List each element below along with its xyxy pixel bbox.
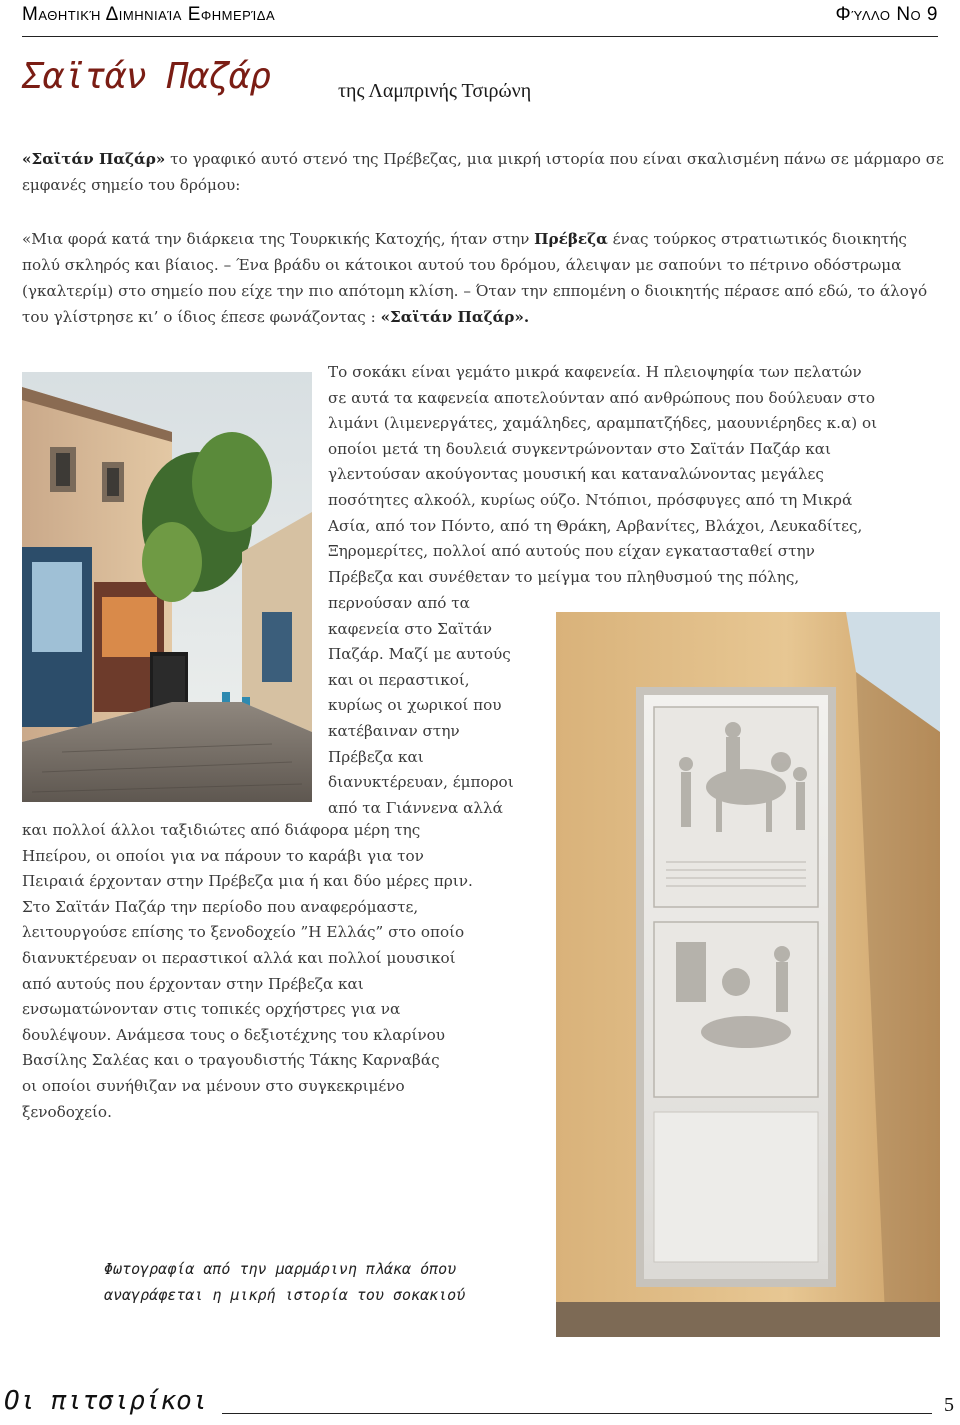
caption-line: αναγράφεται η μικρή ιστορία του σοκακιού — [104, 1286, 466, 1304]
body-line: Στο Σαϊτάν Παζάρ την περίοδο που αναφερόμαστε, — [22, 897, 419, 916]
body-line: γλεντούσαν ακούγοντας μουσική και καταναλώνοντας μεγάλες — [328, 465, 824, 484]
body-line: περνούσαν από τα — [328, 594, 470, 612]
story-paragraph — [22, 226, 947, 330]
footer-rule — [222, 1413, 932, 1414]
section-name: Οι πιτσιρίκοι — [4, 1386, 208, 1416]
story-text-1: «Μια φορά κατά την διάρκεια της Τουρκικής Κατοχής, ήταν στην — [22, 230, 535, 248]
body-line: Πρέβεζα και συνέθεταν το μείγμα του πληθυσμού της πόλης, — [328, 567, 800, 586]
body-line: διανυκτέρευαν οι περαστικοί αλλά και πολλοί μουσικοί — [22, 948, 456, 967]
body-line: Ξηρομερίτες, πολλοί από αυτούς που είχαν εγκατασταθεί στην — [328, 542, 815, 561]
body-line: λιμάνι (λιμενεργάτες, χαμάληδες, αραμπατζήδες, μαουνιέρηδες κ.α) οι — [328, 414, 878, 433]
page-number: 5 — [944, 1394, 954, 1416]
story-text-2: ένας τούρκος στρατιωτικός διοικητής πολύ σκληρός και βίαιος. – Ένα βράδυ οι κάτοικοι αυτού του δρόμου, άλειψαν με σαπούνι το πέτρινο οδόστρωμα (γκαλτερίμ) στο σημείο που είχε την πιο απότομη κλίση. – Όταν την εππομένη ο διοικητής πέρασε από εδώ, το άλογό του γλίστρησε κι’ ο ίδιος έπεσε φωνάζοντας : — [22, 230, 928, 326]
body-line: και οι περαστικοί, — [328, 670, 470, 689]
article-byline: της Λαμπρινής Τσιρώνη — [338, 80, 532, 102]
body-line: Το σοκάκι είναι γεμάτο μικρά καφενεία. Η πλειοψηφία των πελατών — [328, 363, 862, 381]
body-line: Πρέβεζα και — [328, 747, 424, 766]
story-bold-preveza: Πρέβεζα — [534, 230, 608, 248]
body-line: ενσωματώνονταν στις τοπικές ορχήστρες για να — [22, 1000, 401, 1019]
story-bold-ending: «Σαϊτάν Παζάρ». — [380, 308, 530, 326]
body-line: κυρίως οι χωρικοί που — [328, 696, 502, 715]
body-wide-column — [328, 360, 877, 590]
body-left-column — [22, 818, 473, 1125]
header-rule — [22, 36, 938, 37]
body-narrow-column — [328, 591, 514, 821]
body-line: διανυκτέρευαν, έμποροι — [328, 773, 514, 792]
body-line: Ηπείρου, οι οποίοι για να πάρουν το καράβι για τον — [22, 846, 424, 865]
body-line: ξενοδοχείο. — [22, 1102, 112, 1121]
body-line: οι οποίοι συνήθιζαν να μένουν στο συγκεκριμένο — [22, 1076, 405, 1095]
body-line: κατέβαιναν στην — [328, 721, 460, 740]
body-line: οποίοι μετά τη δουλειά συγκεντρώνονταν στο Σαϊτάν Παζάρ και — [328, 439, 831, 458]
issue-number: Φύλλο Νο 9 — [835, 4, 938, 25]
intro-paragraph — [22, 146, 947, 198]
body-line: Παζάρ. Μαζί με αυτούς — [328, 645, 511, 664]
newspaper-name: Μαθητική Διμηνιαία Εφημερίδα — [22, 4, 276, 25]
body-line: Ασία, από τον Πόντο, από τη Θράκη, Αρβανίτες, Βλάχοι, Λευκαδίτες, — [328, 516, 863, 535]
body-line: καφενεία στο Σαϊτάν — [328, 619, 492, 638]
photo-caption — [104, 1256, 465, 1308]
intro-bold: «Σαϊτάν Παζάρ» — [22, 150, 166, 168]
marble-plaque-photo — [556, 612, 940, 1337]
body-line: Βασίλης Σαλέας και ο τραγουδιστής Τάκης Καρναβάς — [22, 1051, 440, 1070]
body-line: δουλέψουν. Ανάμεσα τους ο δεξιοτέχνης του κλαρίνου — [22, 1025, 446, 1044]
body-line: λειτουργούσε επίσης το ξενοδοχείο ”Η Ελλάς” στο οποίο — [22, 923, 465, 942]
body-line: Πειραιά έρχονταν στην Πρέβεζα μια ή και δύο μέρες πριν. — [22, 872, 473, 891]
body-line: από τα Γιάννενα αλλά — [328, 798, 503, 817]
body-line: ποσότητες αλκοόλ, κυρίως ούζο. Ντόπιοι, πρόσφυγες από τη Μικρά — [328, 490, 853, 509]
body-line: από αυτούς που έρχονταν στην Πρέβεζα και — [22, 974, 364, 993]
body-line: και πολλοί άλλοι ταξιδιώτες από διάφορα μέρη της — [22, 821, 421, 839]
body-line: σε αυτά τα καφενεία αποτελούνταν από ανθρώπους που δούλευαν στο — [328, 388, 876, 407]
alley-photo — [22, 372, 312, 802]
caption-line: Φωτογραφία από την μαρμάρινη πλάκα όπου — [104, 1260, 457, 1278]
intro-text: το γραφικό αυτό στενό της Πρέβεζας, μια μικρή ιστορία που είναι σκαλισμένη πάνω σε μάρμαρο σε εμφανές σημείο του δρόμου: — [22, 150, 944, 194]
page-header — [22, 2, 938, 30]
article-title: Σαϊτάν Παζάρ — [22, 56, 271, 97]
